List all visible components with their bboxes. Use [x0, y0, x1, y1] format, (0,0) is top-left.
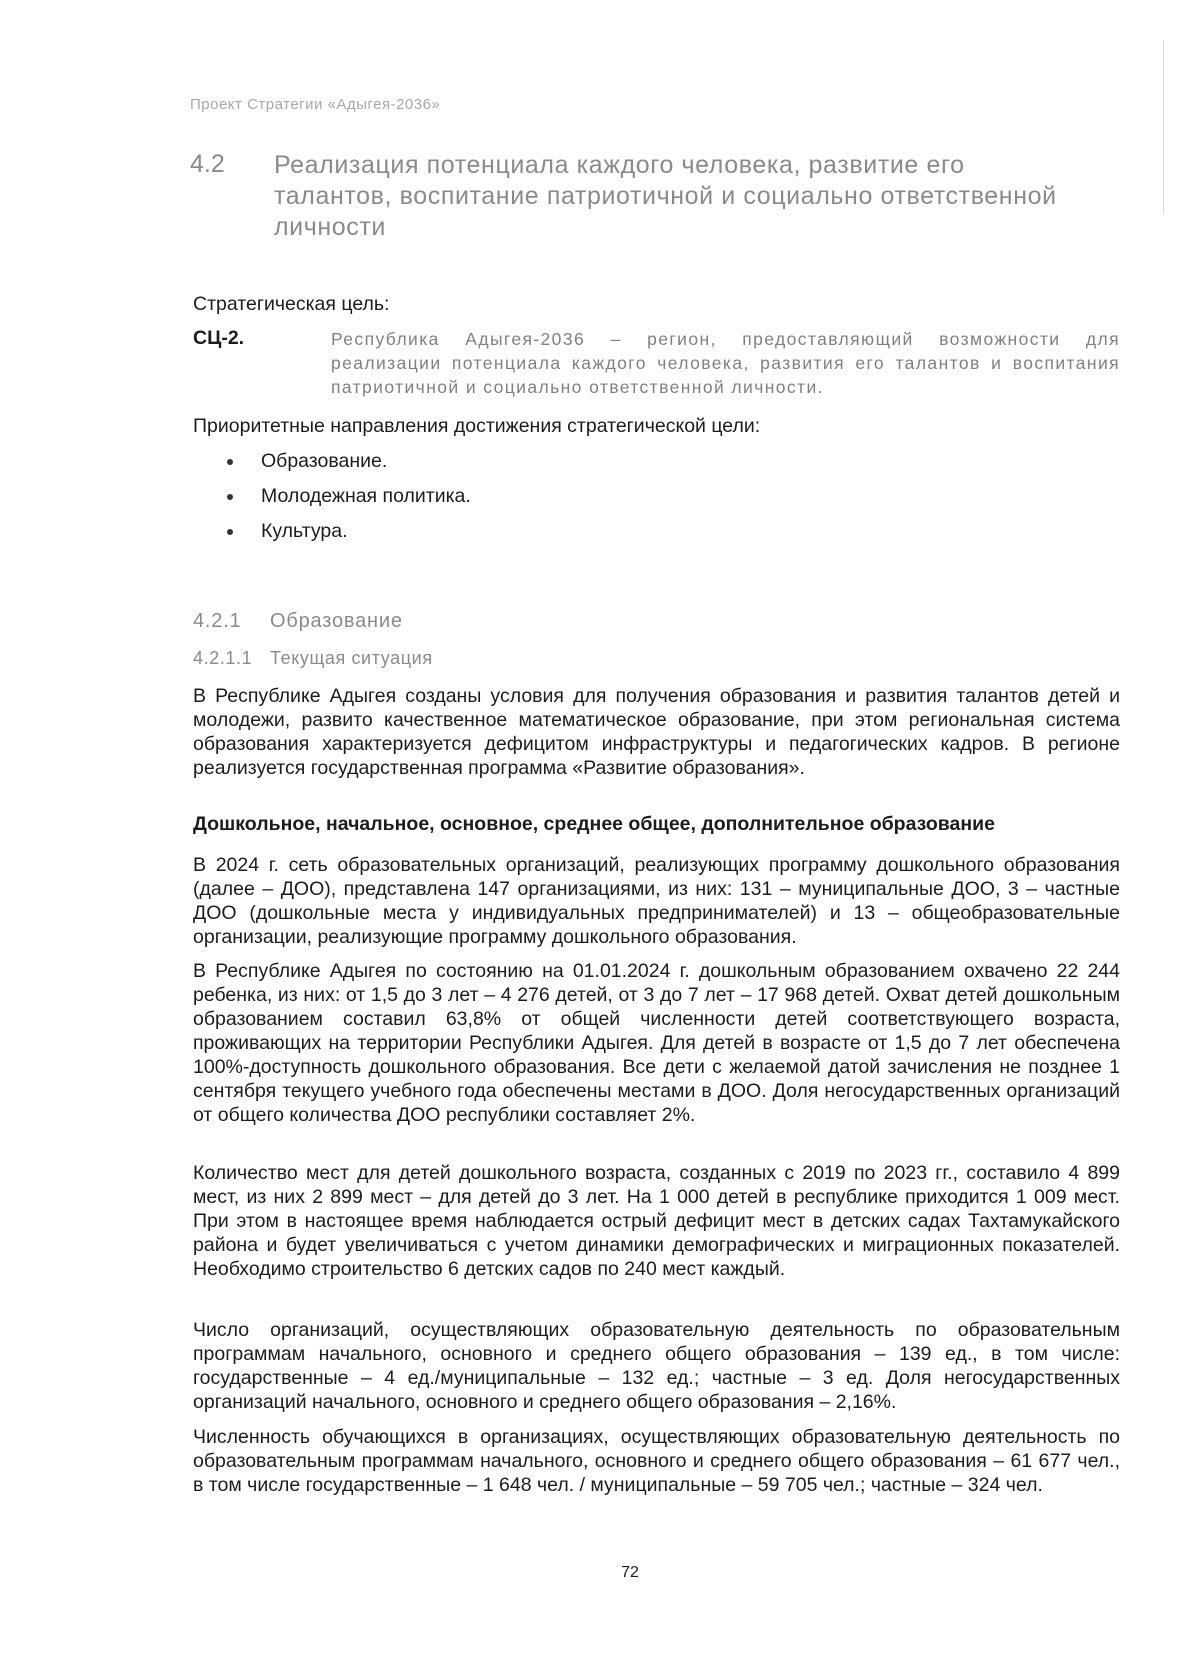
goal-code: СЦ-2. — [193, 327, 245, 349]
priorities-label: Приоритетные направления достижения стратегической цели: — [193, 415, 761, 437]
paragraph: Число организаций, осуществляющих образовательную деятельность по образовательным программам начального, основного и среднего общего образования – 139 ед., в том числе: государственные – 4 ед./муниципальные – 132 ед.; частные – 3 ед. Доля негосударственных организаций начального, основного и среднего общего образования – 2,16%. — [193, 1319, 1120, 1413]
list-item — [193, 484, 471, 519]
paragraph: Численность обучающихся в организациях, осуществляющих образовательную деятельность по образовательным программам начального, основного и среднего общего образования – 61 677 чел., в том числе государственные – 1 648 чел. / муниципальные – 59 705 чел.; частные – 324 чел. — [193, 1426, 1120, 1496]
bullet-icon — [227, 529, 233, 535]
goal-text: Республика Адыгея-2036 – регион, предоставляющий возможности для реализации потенциала каждого человека, развития его талантов и воспитания патриотичной и социально ответственной личности. — [331, 329, 1120, 397]
section-number: 4.2 — [190, 150, 225, 178]
section-title: Реализация потенциала каждого человека, развитие его талантов, воспитание патриотичной и социально ответственной личности — [274, 151, 1057, 241]
strategic-goal — [193, 327, 1120, 399]
list-item — [193, 519, 471, 554]
subsection-title: Образование — [270, 610, 403, 632]
paragraph: В Республике Адыгея созданы условия для получения образования и развития талантов детей и молодежи, развито качественное математическое образование, при этом региональная система образования характеризуется дефицитом инфраструктуры и педагогических кадров. В регионе реализуется государственная программа «Развитие образования». — [193, 685, 1120, 779]
list-item — [193, 449, 471, 484]
priorities-list — [193, 449, 471, 554]
subsubsection-number: 4.2.1.1 — [193, 648, 253, 668]
list-item-text: Образование. — [261, 450, 388, 472]
page-number: 72 — [621, 1564, 639, 1581]
section-heading — [190, 150, 1090, 243]
paragraph: Количество мест для детей дошкольного возраста, созданных с 2019 по 2023 гг., составило 4 899 мест, из них 2 899 мест – для детей до 3 лет. На 1 000 детей в республике приходится 1 009 мест. При этом в настоящее время наблюдается острый дефицит мест в детских садах Тахтамукайского района и будет увеличиваться с учетом динамики демографических и миграционных показателей. Необходимо строительство 6 детских садов по 240 мест каждый. — [193, 1162, 1120, 1280]
subsection-heading — [193, 610, 403, 633]
bullet-icon — [227, 459, 233, 465]
scan-edge-line — [1163, 40, 1164, 215]
running-header: Проект Стратегии «Адыгея-2036» — [190, 96, 441, 113]
bullet-icon — [227, 494, 233, 500]
subsubsection-title: Текущая ситуация — [270, 648, 433, 668]
strategic-goal-label: Стратегическая цель: — [193, 293, 390, 315]
paragraph: В 2024 г. сеть образовательных организаций, реализующих программу дошкольного образования (далее – ДОО), представлена 147 организациями, из них: 131 – муниципальные ДОО, 3 – частные ДОО (дошкольные места у индивидуальных предпринимателей) и 13 – общеобразовательные организации, реализующие программу дошкольного образования. — [193, 854, 1120, 948]
list-item-text: Молодежная политика. — [261, 485, 471, 507]
bold-heading: Дошкольное, начальное, основное, среднее общее, дополнительное образование — [193, 813, 995, 835]
paragraph: В Республике Адыгея по состоянию на 01.01.2024 г. дошкольным образованием охвачено 22 244 ребенка, из них: от 1,5 до 3 лет – 4 276 детей, от 3 до 7 лет – 17 968 детей. Охват детей дошкольным образованием составил 63,8% от общей численности детей соответствующего возраста, проживающих на территории Республики Адыгея. Для детей в возрасте от 1,5 до 7 лет обеспечена 100%-доступность дошкольного образования. Все дети с желаемой датой зачисления не позднее 1 сентября текущего учебного года обеспечены местами в ДОО. Доля негосударственных организаций от общего количества ДОО республики составляет 2%. — [193, 960, 1120, 1126]
subsection-number: 4.2.1 — [193, 610, 242, 632]
list-item-text: Культура. — [261, 520, 348, 542]
subsubsection-heading — [193, 648, 433, 669]
